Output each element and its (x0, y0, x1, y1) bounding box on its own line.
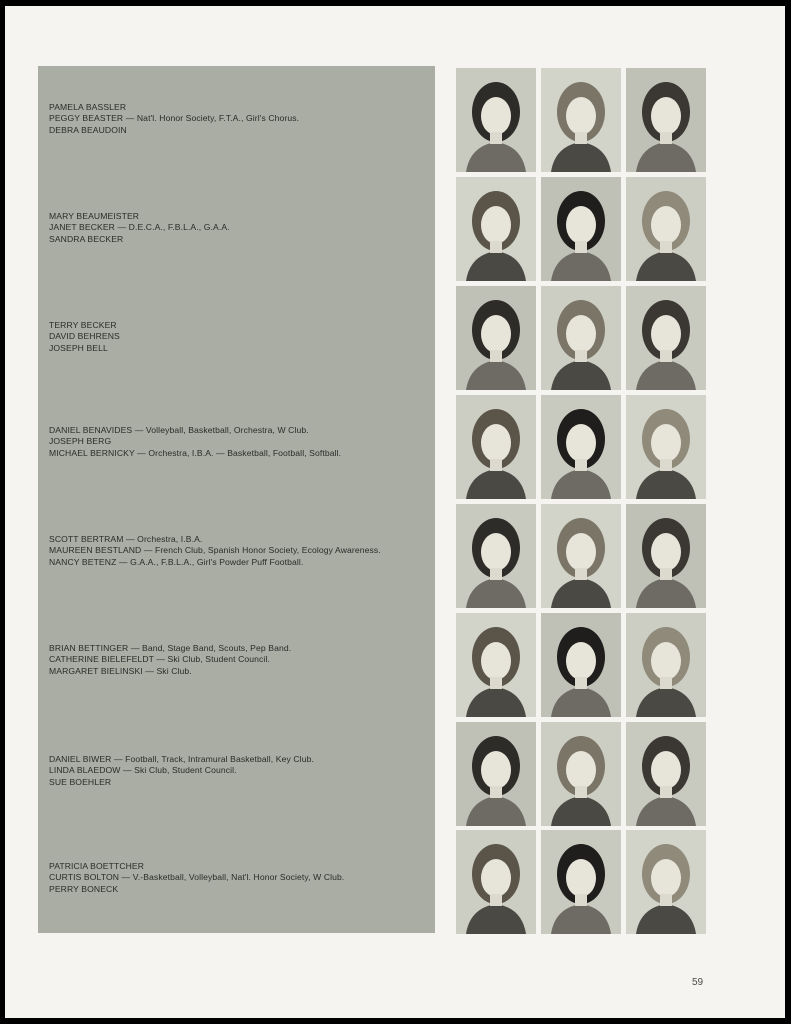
student-caption: DAVID BEHRENS (49, 331, 120, 342)
caption-group (49, 754, 429, 788)
student-caption: DANIEL BIWER — Football, Track, Intramural Basketball, Key Club. (49, 754, 314, 764)
student-caption: SANDRA BECKER (49, 233, 124, 244)
student-caption: NANCY BETENZ — G.A.A., F.B.L.A., Girl's Powder Puff Football. (49, 556, 304, 567)
student-portrait (456, 286, 536, 390)
student-caption: PATRICIA BOETTCHER (49, 861, 145, 871)
student-caption: JOSEPH BERG (49, 436, 112, 447)
student-portrait (541, 830, 621, 934)
student-portrait (456, 830, 536, 934)
student-portrait (456, 504, 536, 608)
student-caption: DEBRA BEAUDOIN (49, 124, 127, 135)
student-portrait (541, 722, 621, 826)
portrait-grid (450, 68, 712, 936)
student-caption: LINDA BLAEDOW — Ski Club, Student Council. (49, 765, 237, 776)
yearbook-page (5, 6, 785, 1018)
student-caption: BRIAN BETTINGER — Band, Stage Band, Scouts, Pep Band. (49, 643, 292, 653)
student-caption: MARY BEAUMEISTER (49, 211, 140, 221)
caption-group (49, 643, 429, 677)
student-portrait (456, 613, 536, 717)
student-caption: PERRY BONECK (49, 883, 119, 894)
student-portrait (456, 395, 536, 499)
student-caption: MAUREEN BESTLAND — French Club, Spanish Honor Society, Ecology Awareness. (49, 545, 381, 556)
student-portrait (626, 286, 706, 390)
student-portrait (626, 504, 706, 608)
caption-group (49, 211, 429, 245)
student-portrait (541, 613, 621, 717)
student-portrait (541, 395, 621, 499)
student-caption: JOSEPH BELL (49, 342, 108, 353)
student-portrait (456, 177, 536, 281)
student-caption: CURTIS BOLTON — V.-Basketball, Volleyball, Nat'l. Honor Society, W Club. (49, 872, 345, 883)
caption-group (49, 861, 429, 895)
student-portrait (541, 286, 621, 390)
student-caption: PAMELA BASSLER (49, 102, 127, 112)
student-caption: SCOTT BERTRAM — Orchestra, I.B.A. (49, 534, 203, 544)
caption-group (49, 425, 429, 459)
student-portrait (626, 395, 706, 499)
student-portrait (626, 722, 706, 826)
caption-group (49, 320, 429, 354)
student-portrait (541, 504, 621, 608)
student-portrait (541, 68, 621, 172)
student-portrait (541, 177, 621, 281)
caption-panel (38, 66, 435, 933)
student-portrait (626, 830, 706, 934)
student-portrait (456, 68, 536, 172)
student-caption: DANIEL BENAVIDES — Volleyball, Basketball, Orchestra, W Club. (49, 425, 309, 435)
student-caption: CATHERINE BIELEFELDT — Ski Club, Student Council. (49, 654, 270, 665)
student-caption: JANET BECKER — D.E.C.A., F.B.L.A., G.A.A. (49, 222, 230, 233)
student-caption: MICHAEL BERNICKY — Orchestra, I.B.A. — Basketball, Football, Softball. (49, 447, 342, 458)
caption-group (49, 534, 429, 568)
student-caption: PEGGY BEASTER — Nat'l. Honor Society, F.T.A., Girl's Chorus. (49, 113, 300, 124)
page-number: 59 (692, 977, 704, 988)
student-portrait (626, 177, 706, 281)
caption-group (49, 102, 429, 136)
student-caption: MARGARET BIELINSKI — Ski Club. (49, 665, 192, 676)
student-caption: TERRY BECKER (49, 320, 117, 330)
student-portrait (626, 68, 706, 172)
student-caption: SUE BOEHLER (49, 776, 112, 787)
student-portrait (626, 613, 706, 717)
student-portrait (456, 722, 536, 826)
